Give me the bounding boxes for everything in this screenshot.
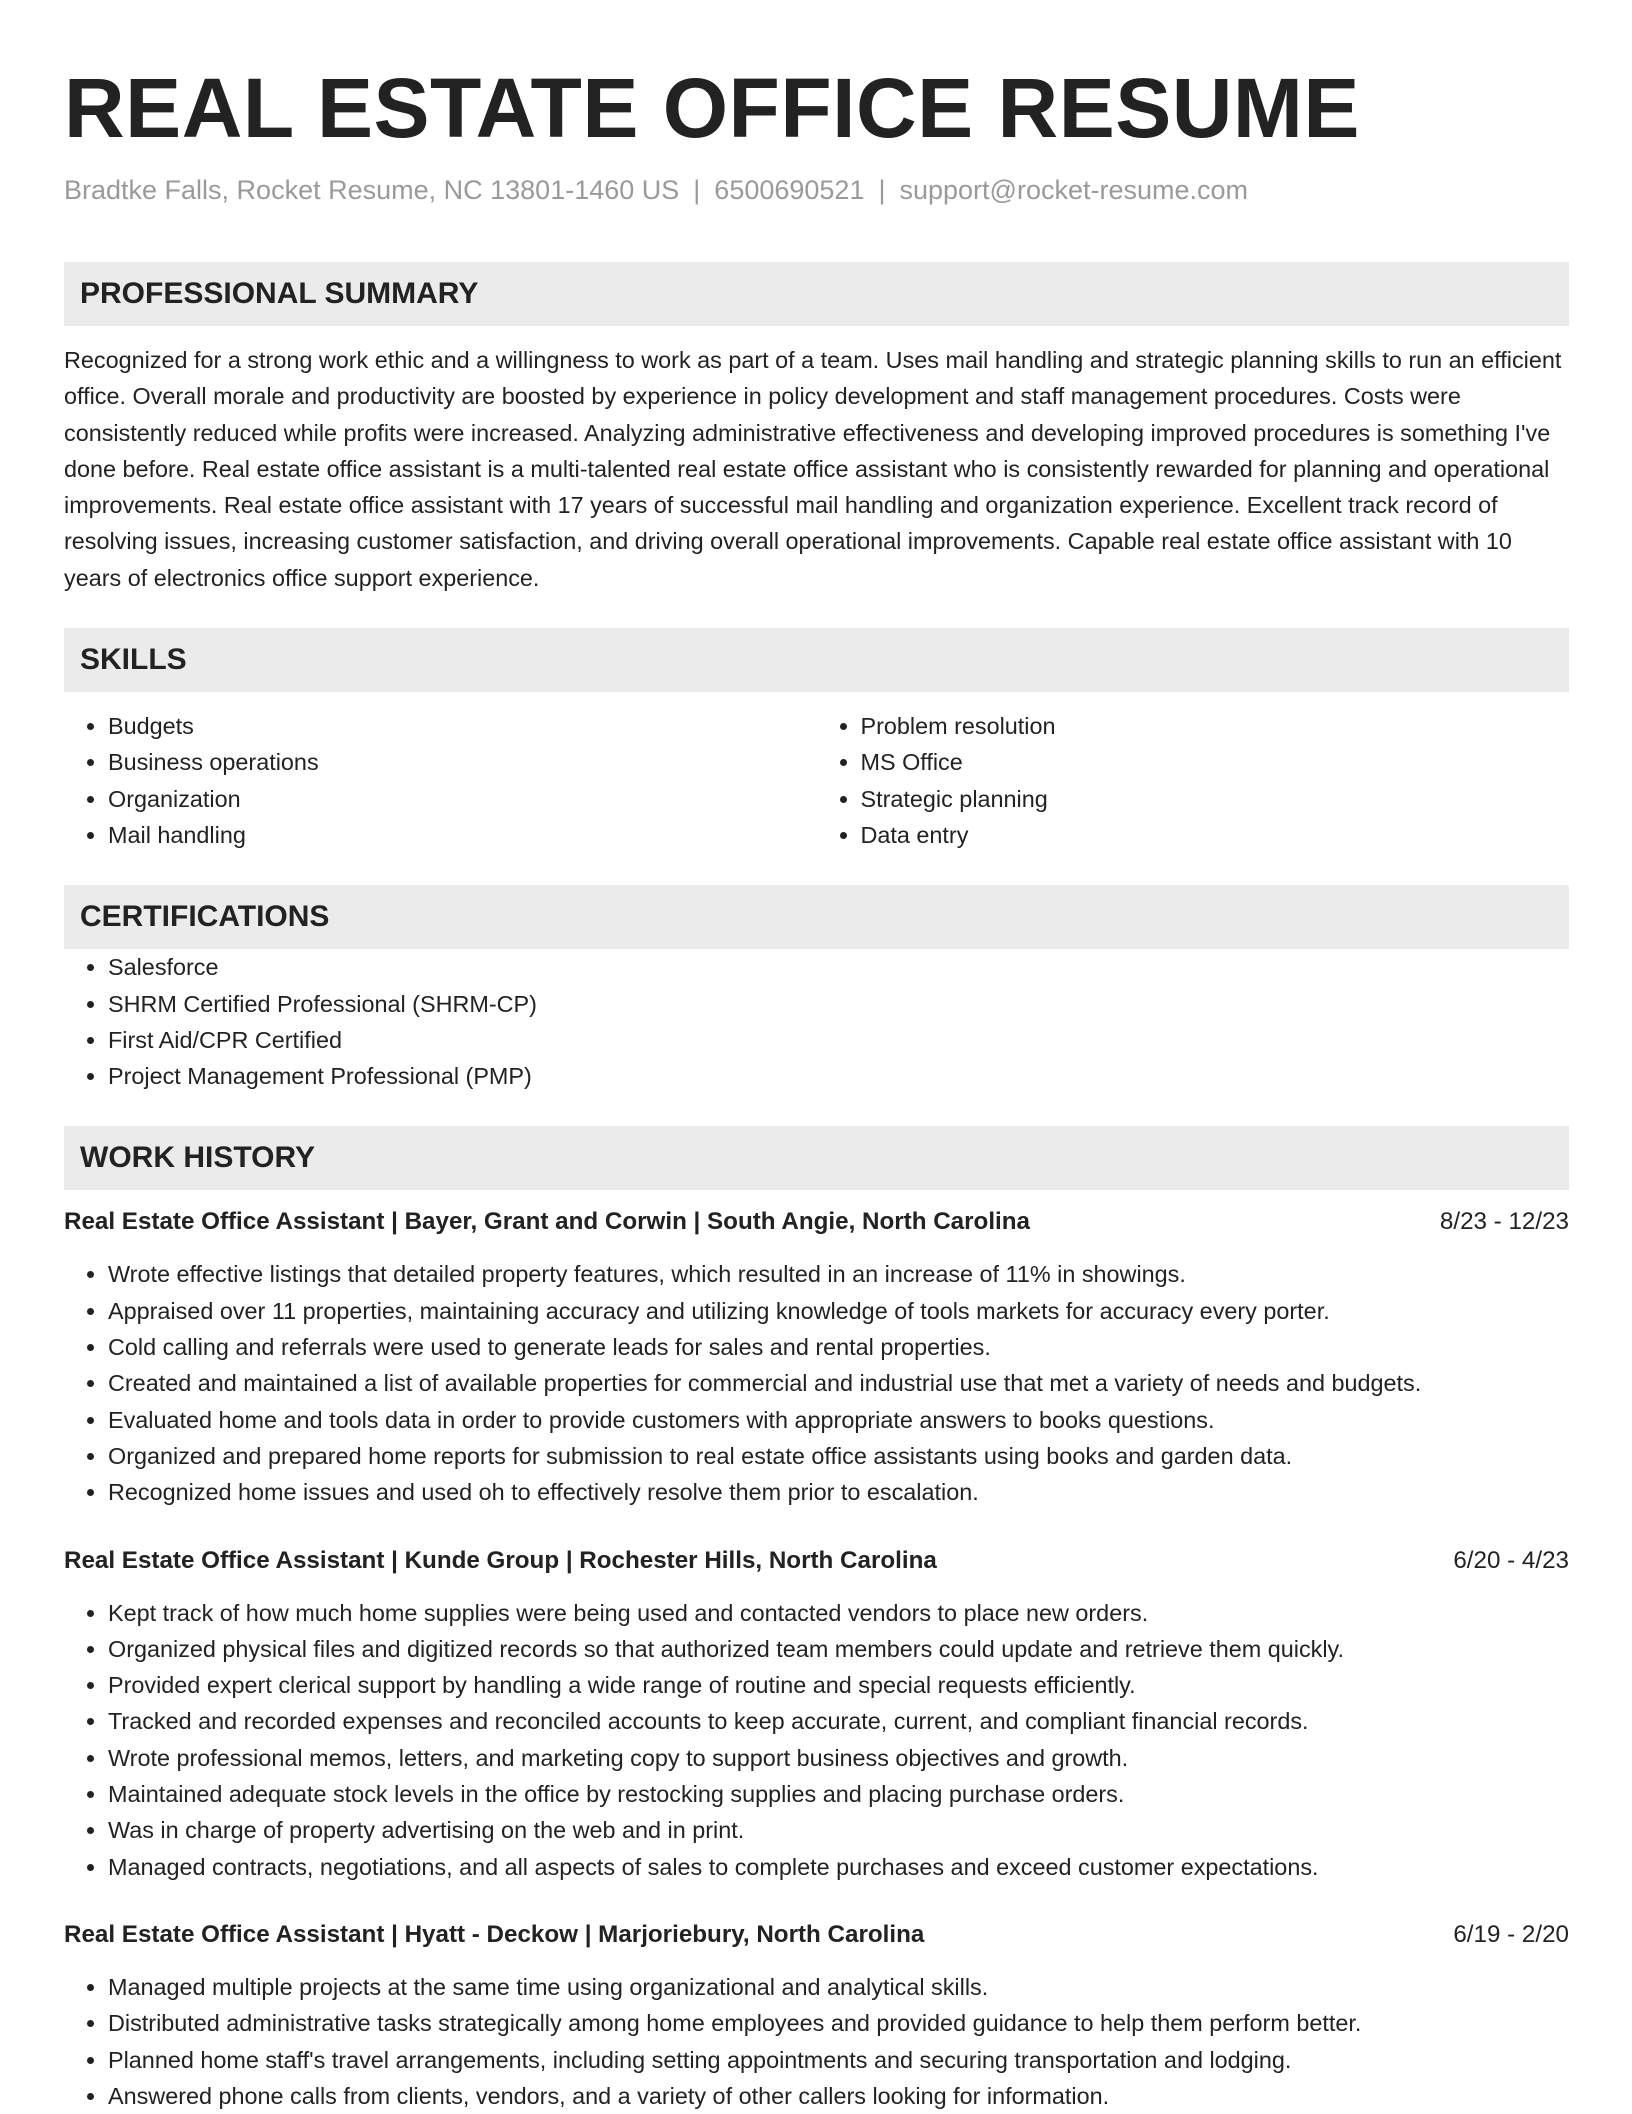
contact-separator: | [878,175,886,205]
job-bullet: • Was in charge of property advertising on the web and in print. [108,1812,1569,1848]
summary-heading: PROFESSIONAL SUMMARY [64,262,1569,326]
certification-item: • SHRM Certified Professional (SHRM-CP) [108,986,1569,1022]
job-bullet: • Cold calling and referrals were used to generate leads for sales and rental properties. [108,1329,1569,1365]
job-bullet: • Managed contracts, negotiations, and all aspects of sales to complete purchases and exceed customer expectations. [108,1849,1569,1885]
job-bullet: • Tracked and recorded expenses and reconciled accounts to keep accurate, current, and compliant financial records. [108,1703,1569,1739]
contact-line [64,172,1569,208]
skills-left-list [64,708,817,853]
job-header [64,1204,1569,1240]
job-bullet: • Created and maintained a list of available properties for commercial and industrial use that met a variety of needs and budgets. [108,1365,1569,1401]
job-bullet: • Recognized home issues and used oh to effectively resolve them prior to escalation. [108,1474,1569,1510]
contact-email: support@rocket-resume.com [899,175,1249,205]
job-bullet: • Wrote effective listings that detailed property features, which resulted in an increase of 11% in showings. [108,1256,1569,1292]
job-bullet-list [64,1256,1569,1510]
job-header [64,1543,1569,1579]
job-entry [64,1917,1569,2114]
job-header [64,1917,1569,1953]
certification-item: • First Aid/CPR Certified [108,1022,1569,1058]
skill-item: • Problem resolution [861,708,1570,744]
job-bullet: • Maintained adequate stock levels in the office by restocking supplies and placing purchase orders. [108,1776,1569,1812]
job-bullet: • Wrote professional memos, letters, and marketing copy to support business objectives and growth. [108,1740,1569,1776]
job-title: Real Estate Office Assistant | Hyatt - Deckow | Marjoriebury, North Carolina [64,1920,925,1948]
certification-item: • Project Management Professional (PMP) [108,1058,1569,1094]
work-history-heading: WORK HISTORY [64,1126,1569,1190]
job-bullet: • Organized and prepared home reports for submission to real estate office assistants using books and garden data. [108,1438,1569,1474]
skills-heading: SKILLS [64,628,1569,692]
job-bullet-list [64,1969,1569,2114]
contact-separator: | [693,175,701,205]
job-bullet: • Distributed administrative tasks strategically among home employees and provided guidance to help them perform better. [108,2005,1569,2041]
summary-text: Recognized for a strong work ethic and a willingness to work as part of a team. Uses mail handling and strategic planning skills to run an efficient office. Overall morale and productivity are boosted by experience in policy development and staff management procedures. Costs were consistently reduced while profits were increased. Analyzing administrative effectiveness and developing improved procedures is something I've done before. Real estate office assistant is a multi-talented real estate office assistant who is consistently rewarded for planning and operational improvements. Real estate office assistant with 17 years of successful mail handling and organization experience. Excellent track record of resolving issues, increasing customer satisfaction, and driving overall operational improvements. Capable real estate office assistant with 10 years of electronics office support experience. [64,347,1562,591]
job-bullet: • Managed multiple projects at the same time using organizational and analytical skills. [108,1969,1569,2005]
skill-item: • Data entry [861,817,1570,853]
skills-section [64,628,1569,853]
job-bullet: • Kept track of how much home supplies were being used and contacted vendors to place new orders. [108,1595,1569,1631]
skill-item: • Mail handling [108,817,817,853]
contact-address: Bradtke Falls, Rocket Resume, NC 13801-1460 US [64,175,680,205]
job-bullet: • Provided expert clerical support by handling a wide range of routine and special requests efficiently. [108,1667,1569,1703]
certifications-section [64,885,1569,1094]
job-bullet: • Answered phone calls from clients, vendors, and a variety of other callers looking for information. [108,2078,1569,2114]
job-entry [64,1543,1569,1885]
job-dates: 8/23 - 12/23 [1439,1208,1569,1236]
job-dates: 6/19 - 2/20 [1453,1920,1569,1948]
contact-phone: 6500690521 [714,175,865,205]
job-title: Real Estate Office Assistant | Bayer, Grant and Corwin | South Angie, North Carolina [64,1208,1030,1236]
job-bullet-list [64,1595,1569,1885]
job-entry [64,1204,1569,1510]
job-bullet: • Organized physical files and digitized records so that authorized team members could update and retrieve them quickly. [108,1631,1569,1667]
skill-item: • Strategic planning [861,781,1570,817]
resume-title: REAL ESTATE OFFICE RESUME [64,61,1360,155]
work-history-section [64,1126,1569,2114]
skill-item: • MS Office [861,744,1570,780]
skill-item: • Business operations [108,744,817,780]
skill-item: • Budgets [108,708,817,744]
certifications-list [64,949,1569,1094]
certification-item: • Salesforce [108,949,1569,985]
skills-right-list [817,708,1570,853]
job-dates: 6/20 - 4/23 [1453,1546,1569,1574]
skill-item: • Organization [108,781,817,817]
skills-columns [64,708,1569,853]
job-title: Real Estate Office Assistant | Kunde Group | Rochester Hills, North Carolina [64,1546,937,1574]
job-bullet: • Planned home staff's travel arrangements, including setting appointments and securing transportation and lodging. [108,2042,1569,2078]
certifications-heading: CERTIFICATIONS [64,885,1569,949]
job-bullet: • Evaluated home and tools data in order to provide customers with appropriate answers to books questions. [108,1402,1569,1438]
job-bullet: • Appraised over 11 properties, maintaining accuracy and utilizing knowledge of tools markets for accuracy every porter. [108,1293,1569,1329]
